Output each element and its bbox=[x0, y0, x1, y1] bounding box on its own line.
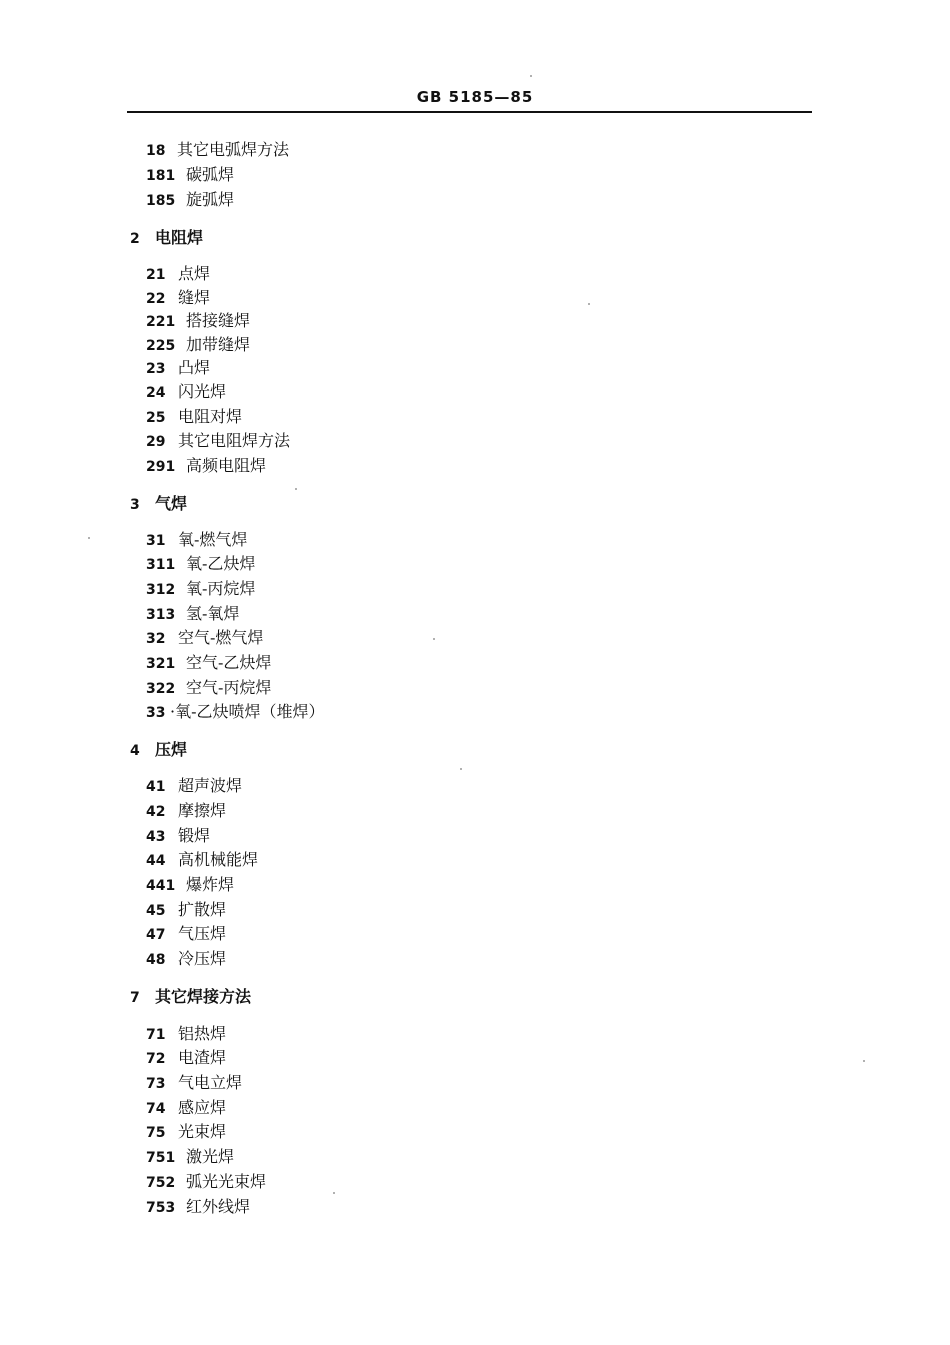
process-entry bbox=[146, 430, 290, 452]
process-entry bbox=[146, 1196, 250, 1218]
process-code: 181 bbox=[146, 168, 176, 184]
process-entry bbox=[146, 923, 226, 945]
process-name: 旋弧焊 bbox=[186, 190, 235, 209]
process-code: 74 bbox=[146, 1101, 166, 1117]
process-code: 31 bbox=[146, 533, 166, 549]
scan-speck bbox=[588, 303, 590, 305]
process-code: 4 bbox=[130, 743, 140, 759]
process-entry bbox=[146, 578, 255, 600]
process-entry bbox=[146, 701, 325, 723]
process-name: 红外线焊 bbox=[186, 1197, 251, 1216]
process-code: 47 bbox=[146, 927, 166, 943]
process-name: 超声波焊 bbox=[178, 776, 243, 795]
process-code: 225 bbox=[146, 338, 176, 354]
header-rule bbox=[127, 111, 812, 113]
scan-speck bbox=[863, 1060, 865, 1062]
process-code: 2 bbox=[130, 231, 140, 247]
process-code: 73 bbox=[146, 1076, 166, 1092]
section-heading bbox=[130, 227, 203, 249]
process-name: 氢-氧焊 bbox=[186, 604, 240, 623]
section-heading bbox=[130, 986, 251, 1008]
process-code: 48 bbox=[146, 952, 166, 968]
process-entry bbox=[146, 139, 289, 161]
process-entry bbox=[146, 677, 271, 699]
process-code: 72 bbox=[146, 1051, 166, 1067]
process-entry bbox=[146, 849, 258, 871]
process-name: 光束焊 bbox=[178, 1122, 227, 1141]
section-heading bbox=[130, 739, 187, 761]
process-name: 闪光焊 bbox=[178, 382, 227, 401]
process-name: 激光焊 bbox=[186, 1147, 235, 1166]
process-name: 电渣焊 bbox=[178, 1048, 227, 1067]
process-name: 电阻焊 bbox=[155, 228, 204, 247]
process-entry bbox=[146, 603, 239, 625]
process-code: 752 bbox=[146, 1175, 176, 1191]
process-entry bbox=[146, 775, 242, 797]
process-name: 气焊 bbox=[155, 494, 188, 513]
process-code: 32 bbox=[146, 631, 166, 647]
process-code: 7 bbox=[130, 990, 140, 1006]
process-entry bbox=[146, 263, 210, 285]
process-entry bbox=[146, 948, 226, 970]
process-name: 缝焊 bbox=[178, 288, 211, 307]
process-entry bbox=[146, 874, 234, 896]
process-code: 21 bbox=[146, 267, 166, 283]
process-entry bbox=[146, 1047, 226, 1069]
process-name: 空气-丙烷焊 bbox=[186, 678, 272, 697]
process-name: 其它焊接方法 bbox=[155, 987, 252, 1006]
process-entry bbox=[146, 334, 250, 356]
process-name: 气电立焊 bbox=[178, 1073, 243, 1092]
process-code: 321 bbox=[146, 656, 176, 672]
process-code: 312 bbox=[146, 582, 176, 598]
scan-speck bbox=[295, 488, 297, 490]
process-entry bbox=[146, 1072, 242, 1094]
process-entry bbox=[146, 1121, 226, 1143]
process-name: 扩散焊 bbox=[178, 900, 227, 919]
process-name: 冷压焊 bbox=[178, 949, 227, 968]
process-name: 摩擦焊 bbox=[178, 801, 227, 820]
process-code: 41 bbox=[146, 779, 166, 795]
process-code: 311 bbox=[146, 557, 176, 573]
process-name: 电阻对焊 bbox=[178, 407, 243, 426]
process-name: ·氧-乙炔喷焊（堆焊） bbox=[170, 702, 325, 721]
process-code: 322 bbox=[146, 681, 176, 697]
process-code: 71 bbox=[146, 1027, 166, 1043]
process-entry bbox=[146, 287, 210, 309]
process-code: 45 bbox=[146, 903, 166, 919]
process-code: 44 bbox=[146, 853, 166, 869]
process-code: 313 bbox=[146, 607, 176, 623]
process-name: 空气-燃气焊 bbox=[178, 628, 264, 647]
process-entry bbox=[146, 627, 263, 649]
process-code: 42 bbox=[146, 804, 166, 820]
process-code: 23 bbox=[146, 361, 166, 377]
process-name: 搭接缝焊 bbox=[186, 311, 251, 330]
process-name: 加带缝焊 bbox=[186, 335, 251, 354]
process-entry bbox=[146, 899, 226, 921]
process-name: 锻焊 bbox=[178, 826, 211, 845]
process-name: 其它电弧焊方法 bbox=[177, 140, 290, 159]
scan-speck bbox=[433, 638, 435, 640]
process-code: 185 bbox=[146, 193, 176, 209]
process-entry bbox=[146, 1171, 266, 1193]
process-name: 铝热焊 bbox=[178, 1024, 227, 1043]
process-name: 感应焊 bbox=[178, 1098, 227, 1117]
process-entry bbox=[146, 529, 247, 551]
process-code: 18 bbox=[146, 143, 166, 159]
process-code: 33 bbox=[146, 705, 166, 721]
process-code: 753 bbox=[146, 1200, 176, 1216]
process-code: 43 bbox=[146, 829, 166, 845]
process-entry bbox=[146, 406, 242, 428]
process-code: 22 bbox=[146, 291, 166, 307]
process-code: 25 bbox=[146, 410, 166, 426]
process-entry bbox=[146, 1146, 234, 1168]
section-heading bbox=[130, 493, 187, 515]
process-name: 爆炸焊 bbox=[186, 875, 235, 894]
process-entry bbox=[146, 164, 234, 186]
process-code: 441 bbox=[146, 878, 176, 894]
process-code: 221 bbox=[146, 314, 176, 330]
process-name: 氧-燃气焊 bbox=[178, 530, 248, 549]
process-entry bbox=[146, 189, 234, 211]
process-entry bbox=[146, 1023, 226, 1045]
process-entry bbox=[146, 455, 266, 477]
process-name: 其它电阻焊方法 bbox=[178, 431, 291, 450]
scan-speck bbox=[333, 1192, 335, 1194]
scan-speck bbox=[530, 75, 532, 77]
scan-speck bbox=[88, 537, 90, 539]
page-header-doc-id: GB 5185—85 bbox=[416, 88, 534, 106]
process-name: 凸焊 bbox=[178, 358, 211, 377]
process-entry bbox=[146, 825, 210, 847]
process-code: 291 bbox=[146, 459, 176, 475]
process-name: 高频电阻焊 bbox=[186, 456, 267, 475]
process-code: 75 bbox=[146, 1125, 166, 1141]
process-code: 29 bbox=[146, 434, 166, 450]
process-name: 弧光光束焊 bbox=[186, 1172, 267, 1191]
process-code: 751 bbox=[146, 1150, 176, 1166]
process-entry bbox=[146, 800, 226, 822]
process-entry bbox=[146, 553, 255, 575]
scan-speck bbox=[460, 768, 462, 770]
process-name: 氧-丙烷焊 bbox=[186, 579, 256, 598]
process-name: 氧-乙炔焊 bbox=[186, 554, 256, 573]
process-name: 压焊 bbox=[155, 740, 188, 759]
process-entry bbox=[146, 1097, 226, 1119]
process-name: 点焊 bbox=[178, 264, 211, 283]
process-code: 24 bbox=[146, 385, 166, 401]
process-name: 气压焊 bbox=[178, 924, 227, 943]
process-entry bbox=[146, 310, 250, 332]
process-name: 空气-乙炔焊 bbox=[186, 653, 272, 672]
process-entry bbox=[146, 357, 210, 379]
process-name: 高机械能焊 bbox=[178, 850, 259, 869]
process-entry bbox=[146, 652, 271, 674]
process-entry bbox=[146, 381, 226, 403]
process-code: 3 bbox=[130, 497, 140, 513]
process-name: 碳弧焊 bbox=[186, 165, 235, 184]
